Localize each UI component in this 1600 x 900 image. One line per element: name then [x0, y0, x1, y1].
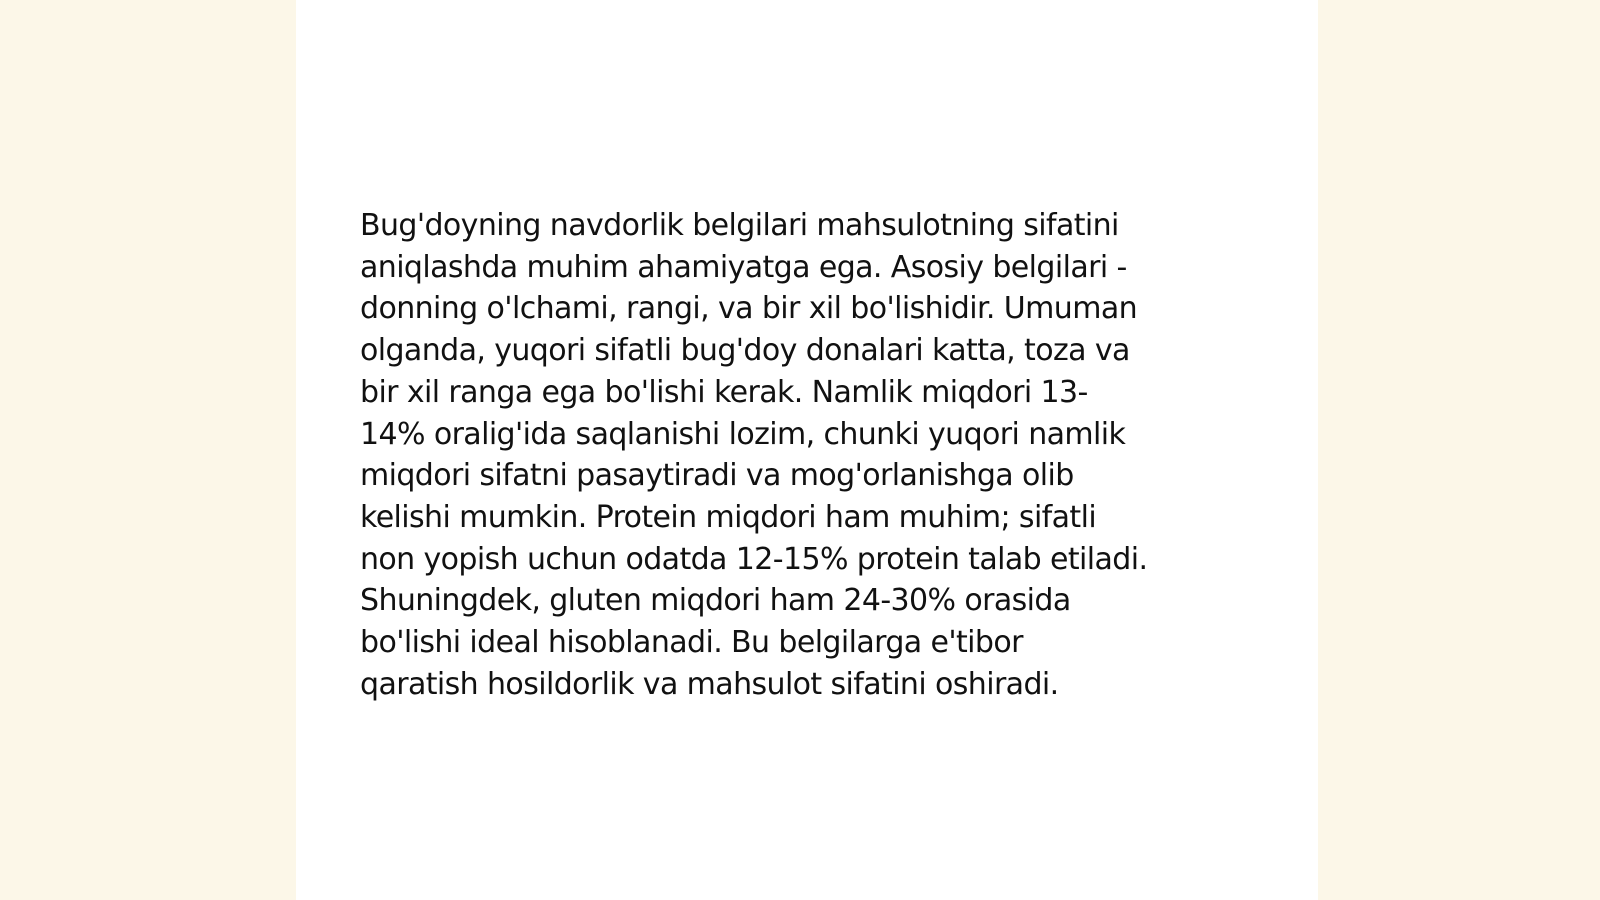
body-line: aniqlashda muhim ahamiyatga ega. Asosiy belgilari - — [360, 249, 1127, 285]
left-margin — [0, 0, 296, 900]
body-line: donning o'lchami, rangi, va bir xil bo'lishidir. Umuman — [360, 291, 1138, 327]
body-line: 14% oralig'ida saqlanishi lozim, chunki yuqori namlik — [360, 416, 1126, 452]
body-line: non yopish uchun odatda 12-15% protein talab etiladi. — [360, 541, 1148, 577]
body-line: kelishi mumkin. Protein miqdori ham muhim; sifatli — [360, 499, 1097, 535]
body-line: qaratish hosildorlik va mahsulot sifatini oshiradi. — [360, 666, 1059, 702]
body-line: miqdori sifatni pasaytiradi va mog'orlanishga olib — [360, 458, 1074, 494]
body-line: bo'lishi ideal hisoblanadi. Bu belgilarga e'tibor — [360, 625, 1023, 661]
body-line: Shuningdek, gluten miqdori ham 24-30% orasida — [360, 583, 1071, 619]
body-paragraph — [360, 205, 1260, 705]
slide — [296, 0, 1318, 900]
body-line: olganda, yuqori sifatli bug'doy donalari katta, toza va — [360, 333, 1130, 369]
body-line: bir xil ranga ega bo'lishi kerak. Namlik miqdori 13- — [360, 374, 1088, 410]
body-line: Bug'doyning navdorlik belgilari mahsulotning sifatini — [360, 208, 1119, 243]
right-margin — [1318, 0, 1600, 900]
